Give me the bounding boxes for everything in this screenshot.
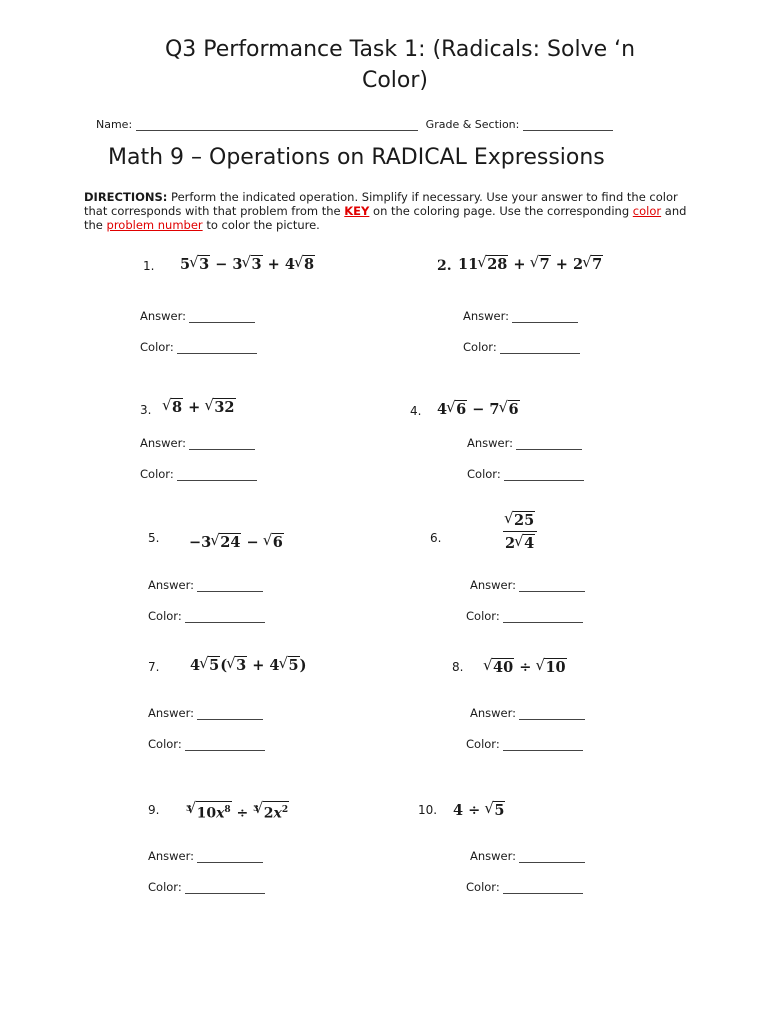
name-grade-line	[96, 118, 617, 131]
problem-expression: √ 8 + √ 32	[163, 398, 236, 416]
color-field[interactable]: Color:	[466, 737, 583, 751]
problem-expression: 11√ 28 + √ 7 + 2√ 7	[458, 255, 603, 273]
color-word: color	[632, 204, 662, 218]
directions-text-3: and the	[84, 204, 687, 232]
answer-field[interactable]: Answer:	[148, 849, 263, 863]
color-field[interactable]: Color:	[463, 340, 580, 354]
directions-text-1: Perform the indicated operation. Simplify if necessary. Use your answer to find the color that corresponds with that problem from the	[84, 190, 678, 218]
color-field[interactable]: Color:	[466, 609, 583, 623]
problem-expression: 4 ÷ √ 5	[453, 801, 505, 819]
key-word: KEY	[344, 204, 370, 218]
problem-expression: √ 40 ÷ √ 10	[484, 658, 567, 676]
answer-field[interactable]: Answer:	[463, 309, 578, 323]
problem-expression: 5√ 3 − 3√ 3 + 4√ 8	[180, 255, 315, 273]
color-field[interactable]: Color:	[466, 880, 583, 894]
answer-field[interactable]: Answer:	[470, 578, 585, 592]
problem-number: 8.	[452, 660, 464, 674]
section-heading: Math 9 – Operations on RADICAL Expressions	[108, 145, 605, 170]
problem-number: 1.	[143, 259, 155, 273]
answer-field[interactable]: Answer:	[467, 436, 582, 450]
directions-text-2: on the coloring page. Use the corresponding	[373, 204, 630, 218]
name-blank[interactable]	[136, 119, 418, 131]
problem-expression: $^3$√ $10x^8 \div ^3√$ $2x^2$	[186, 801, 289, 822]
problem-number: 3.	[140, 403, 152, 417]
problem-number-phrase: problem number	[106, 218, 203, 232]
name-label: Name:	[96, 118, 133, 131]
problem-number: 9.	[148, 803, 160, 817]
problem-number: 6.	[430, 531, 442, 545]
grade-section-label: Grade & Section:	[425, 118, 520, 131]
color-field[interactable]: Color:	[140, 340, 257, 354]
problem-expression: 4√ 6 − 7√ 6	[437, 400, 520, 418]
color-field[interactable]: Color:	[148, 737, 265, 751]
answer-field[interactable]: Answer:	[148, 706, 263, 720]
directions	[84, 190, 694, 232]
answer-field[interactable]: Answer:	[148, 578, 263, 592]
answer-field[interactable]: Answer:	[470, 706, 585, 720]
grade-section-blank[interactable]	[523, 119, 613, 131]
problem-number: 2.	[437, 258, 452, 274]
problem-expression: 4√ 5(√ 3 + 4√ 5)	[190, 656, 306, 674]
color-field[interactable]: Color:	[148, 880, 265, 894]
problem-number: 7.	[148, 660, 160, 674]
answer-field[interactable]: Answer:	[140, 436, 255, 450]
directions-text-4: to color the picture.	[206, 218, 320, 232]
title-line-1: Q3 Performance Task 1: (Radicals: Solve ‘n	[164, 37, 636, 62]
problem-number: 4.	[410, 404, 422, 418]
title-line-2: Color)	[361, 68, 429, 93]
directions-label: DIRECTIONS:	[84, 190, 168, 204]
problem-number: 5.	[148, 531, 160, 545]
answer-field[interactable]: Answer:	[470, 849, 585, 863]
color-field[interactable]: Color:	[140, 467, 257, 481]
problem-expression: −3√ 24 − √ 6	[189, 533, 284, 551]
problem-expression: √ $\frac{25}{2√ 4}$	[503, 511, 537, 552]
color-field[interactable]: Color:	[467, 467, 584, 481]
answer-field[interactable]: Answer:	[140, 309, 255, 323]
worksheet-title	[0, 34, 768, 96]
color-field[interactable]: Color:	[148, 609, 265, 623]
problem-number: 10.	[418, 803, 438, 817]
